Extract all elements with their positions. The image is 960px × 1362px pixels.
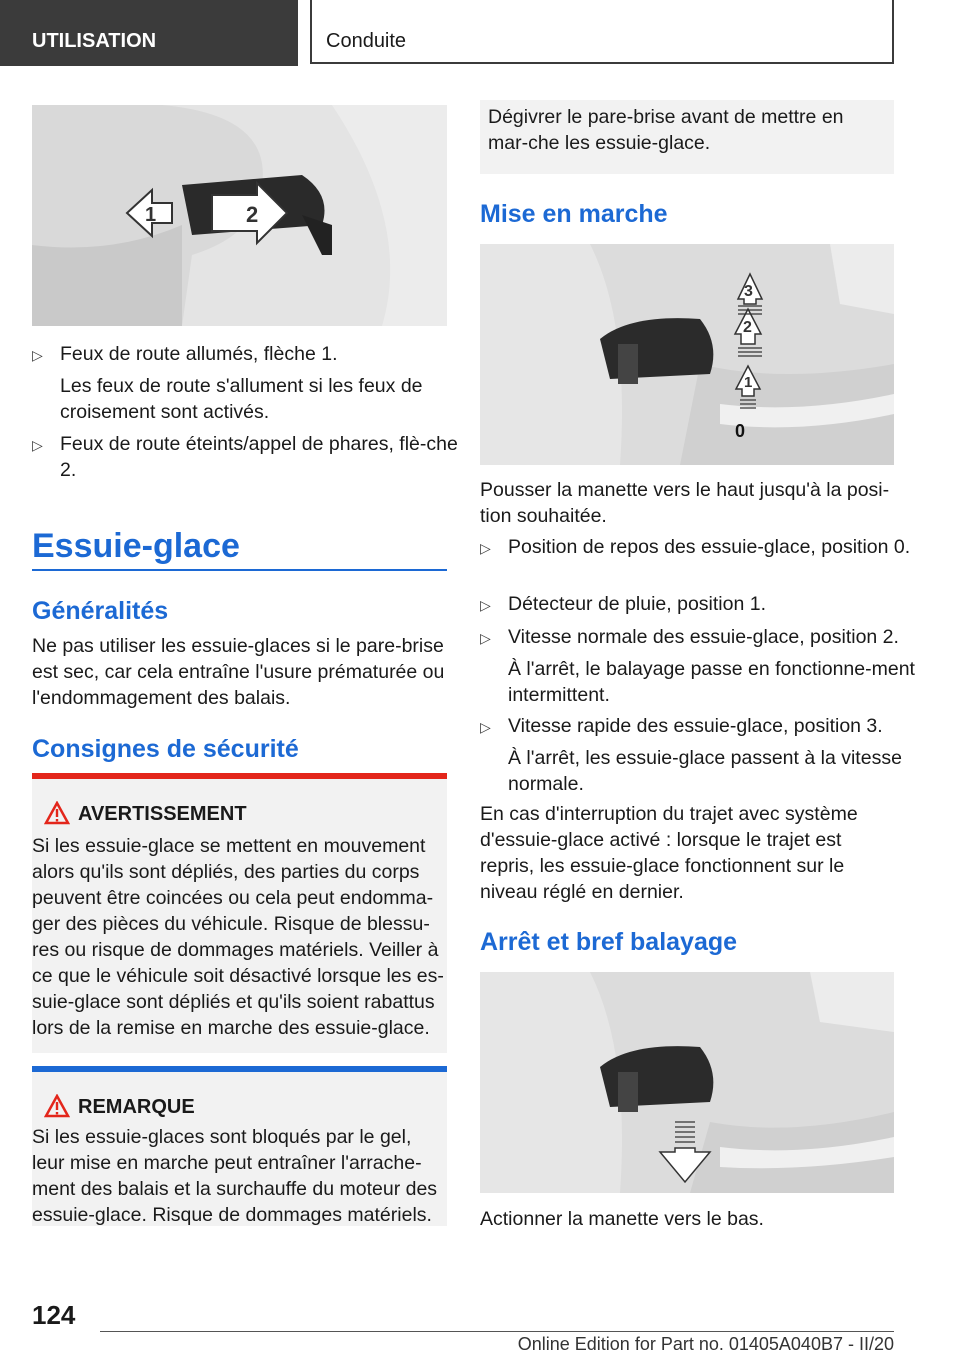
mise-en-marche-heading: Mise en marche xyxy=(480,200,668,228)
chapter-label: Conduite xyxy=(326,30,407,52)
section-tab xyxy=(0,0,298,66)
warning-bar xyxy=(32,773,447,779)
stalk-figure-wiper-down xyxy=(480,972,894,1193)
section-label: UTILISATION xyxy=(32,30,157,52)
notice-box xyxy=(32,1066,447,1226)
list-item: ▷ Vitesse normale des essuie-glace, position 2. À l'arrêt, le balayage passe en fonctionne-ment intermittent. xyxy=(480,626,915,706)
chapter-tab xyxy=(310,0,894,64)
page-number: 124 xyxy=(32,1300,76,1330)
triangle-bullet-icon: ▷ xyxy=(480,630,491,646)
section-title: Essuie-glace xyxy=(32,527,240,565)
generalites-text: Ne pas utiliser les essuie-glaces si le pare-brise est sec, car cela entraîne l'usure prématurée ou l'endommagement des balais. xyxy=(32,635,445,709)
notice-text: Si les essuie-glaces sont bloqués par le gel, leur mise en marche peut entraîner l'arrache-ment des balais et la surchauffe du moteur des essuie-glace. Risque de dommages matériels. xyxy=(32,1126,438,1226)
footer-rule xyxy=(100,1331,894,1332)
warning-text: Si les essuie-glace se mettent en mouvement alors qu'ils sont dépliés, des parties du corps peuvent être coincées ou cela peut endomma-ger des pièces du véhicule. Risque de blessu-res ou risque de dommages matériels. Veiller à ce que le véhicule soit désactivé lorsque les es-suie-glace sont dépliés et qu'ils soient rabattus lors de la remise en marche des essuie-glace. xyxy=(32,835,444,1039)
arret-text: Actionner la manette vers le bas. xyxy=(480,1208,764,1230)
list-item: ▷ Détecteur de pluie, position 1. xyxy=(480,591,922,617)
list-item: ▷ Feux de route allumés, flèche 1. Les feux de route s'allument si les feux de croisement sont activés. xyxy=(32,343,423,423)
notice-bar xyxy=(32,1066,447,1072)
list-item: ▷ Position de repos des essuie-glace, position 0. xyxy=(480,534,922,560)
triangle-bullet-icon: ▷ xyxy=(480,719,491,735)
warning-triangle-icon xyxy=(44,801,70,825)
fig2-label-0: 0 xyxy=(735,421,746,441)
list-item: ▷ Vitesse rapide des essuie-glace, position 3. À l'arrêt, les essuie-glace passent à la vitesse normale. xyxy=(480,715,902,795)
stalk-figure-wiper-up xyxy=(480,244,894,465)
securite-heading: Consignes de sécurité xyxy=(32,735,299,763)
mise-en-marche-text: Pousser la manette vers le haut jusqu'à la posi-tion souhaitée. xyxy=(480,479,890,527)
warning-box xyxy=(32,773,447,1053)
fig1-label-2: 2 xyxy=(246,202,259,227)
triangle-bullet-icon: ▷ xyxy=(480,540,491,556)
generalites-heading: Généralités xyxy=(32,597,169,625)
list-item: ▷ Feux de route éteints/appel de phares, flè-che 2. xyxy=(32,433,458,481)
fig2-label-2: 2 xyxy=(743,319,752,336)
stalk-figure-headlights xyxy=(32,105,447,326)
notice-title: REMARQUE xyxy=(78,1096,195,1118)
triangle-bullet-icon: ▷ xyxy=(480,597,491,613)
title-rule xyxy=(32,569,447,571)
fig1-label-1: 1 xyxy=(145,204,157,226)
notice-triangle-icon xyxy=(44,1094,70,1118)
notice-continuation-text: Dégivrer le pare-brise avant de mettre en mar-che les essuie-glace. xyxy=(488,106,844,154)
interrupt-text: En cas d'interruption du trajet avec système d'essuie-glace activé : lorsque le trajet est repris, les essuie-glace fonctionnent sur le niveau réglé en dernier. xyxy=(480,803,858,903)
edition-text: Online Edition for Part no. 01405A040B7 - II/20 xyxy=(517,1334,894,1354)
triangle-bullet-icon: ▷ xyxy=(32,437,43,453)
warning-title: AVERTISSEMENT xyxy=(78,803,247,825)
arret-heading: Arrêt et bref balayage xyxy=(480,928,738,956)
notice-continuation-box xyxy=(480,100,894,174)
triangle-bullet-icon: ▷ xyxy=(32,347,43,363)
fig2-label-1: 1 xyxy=(744,374,753,391)
fig2-label-3: 3 xyxy=(744,283,753,300)
